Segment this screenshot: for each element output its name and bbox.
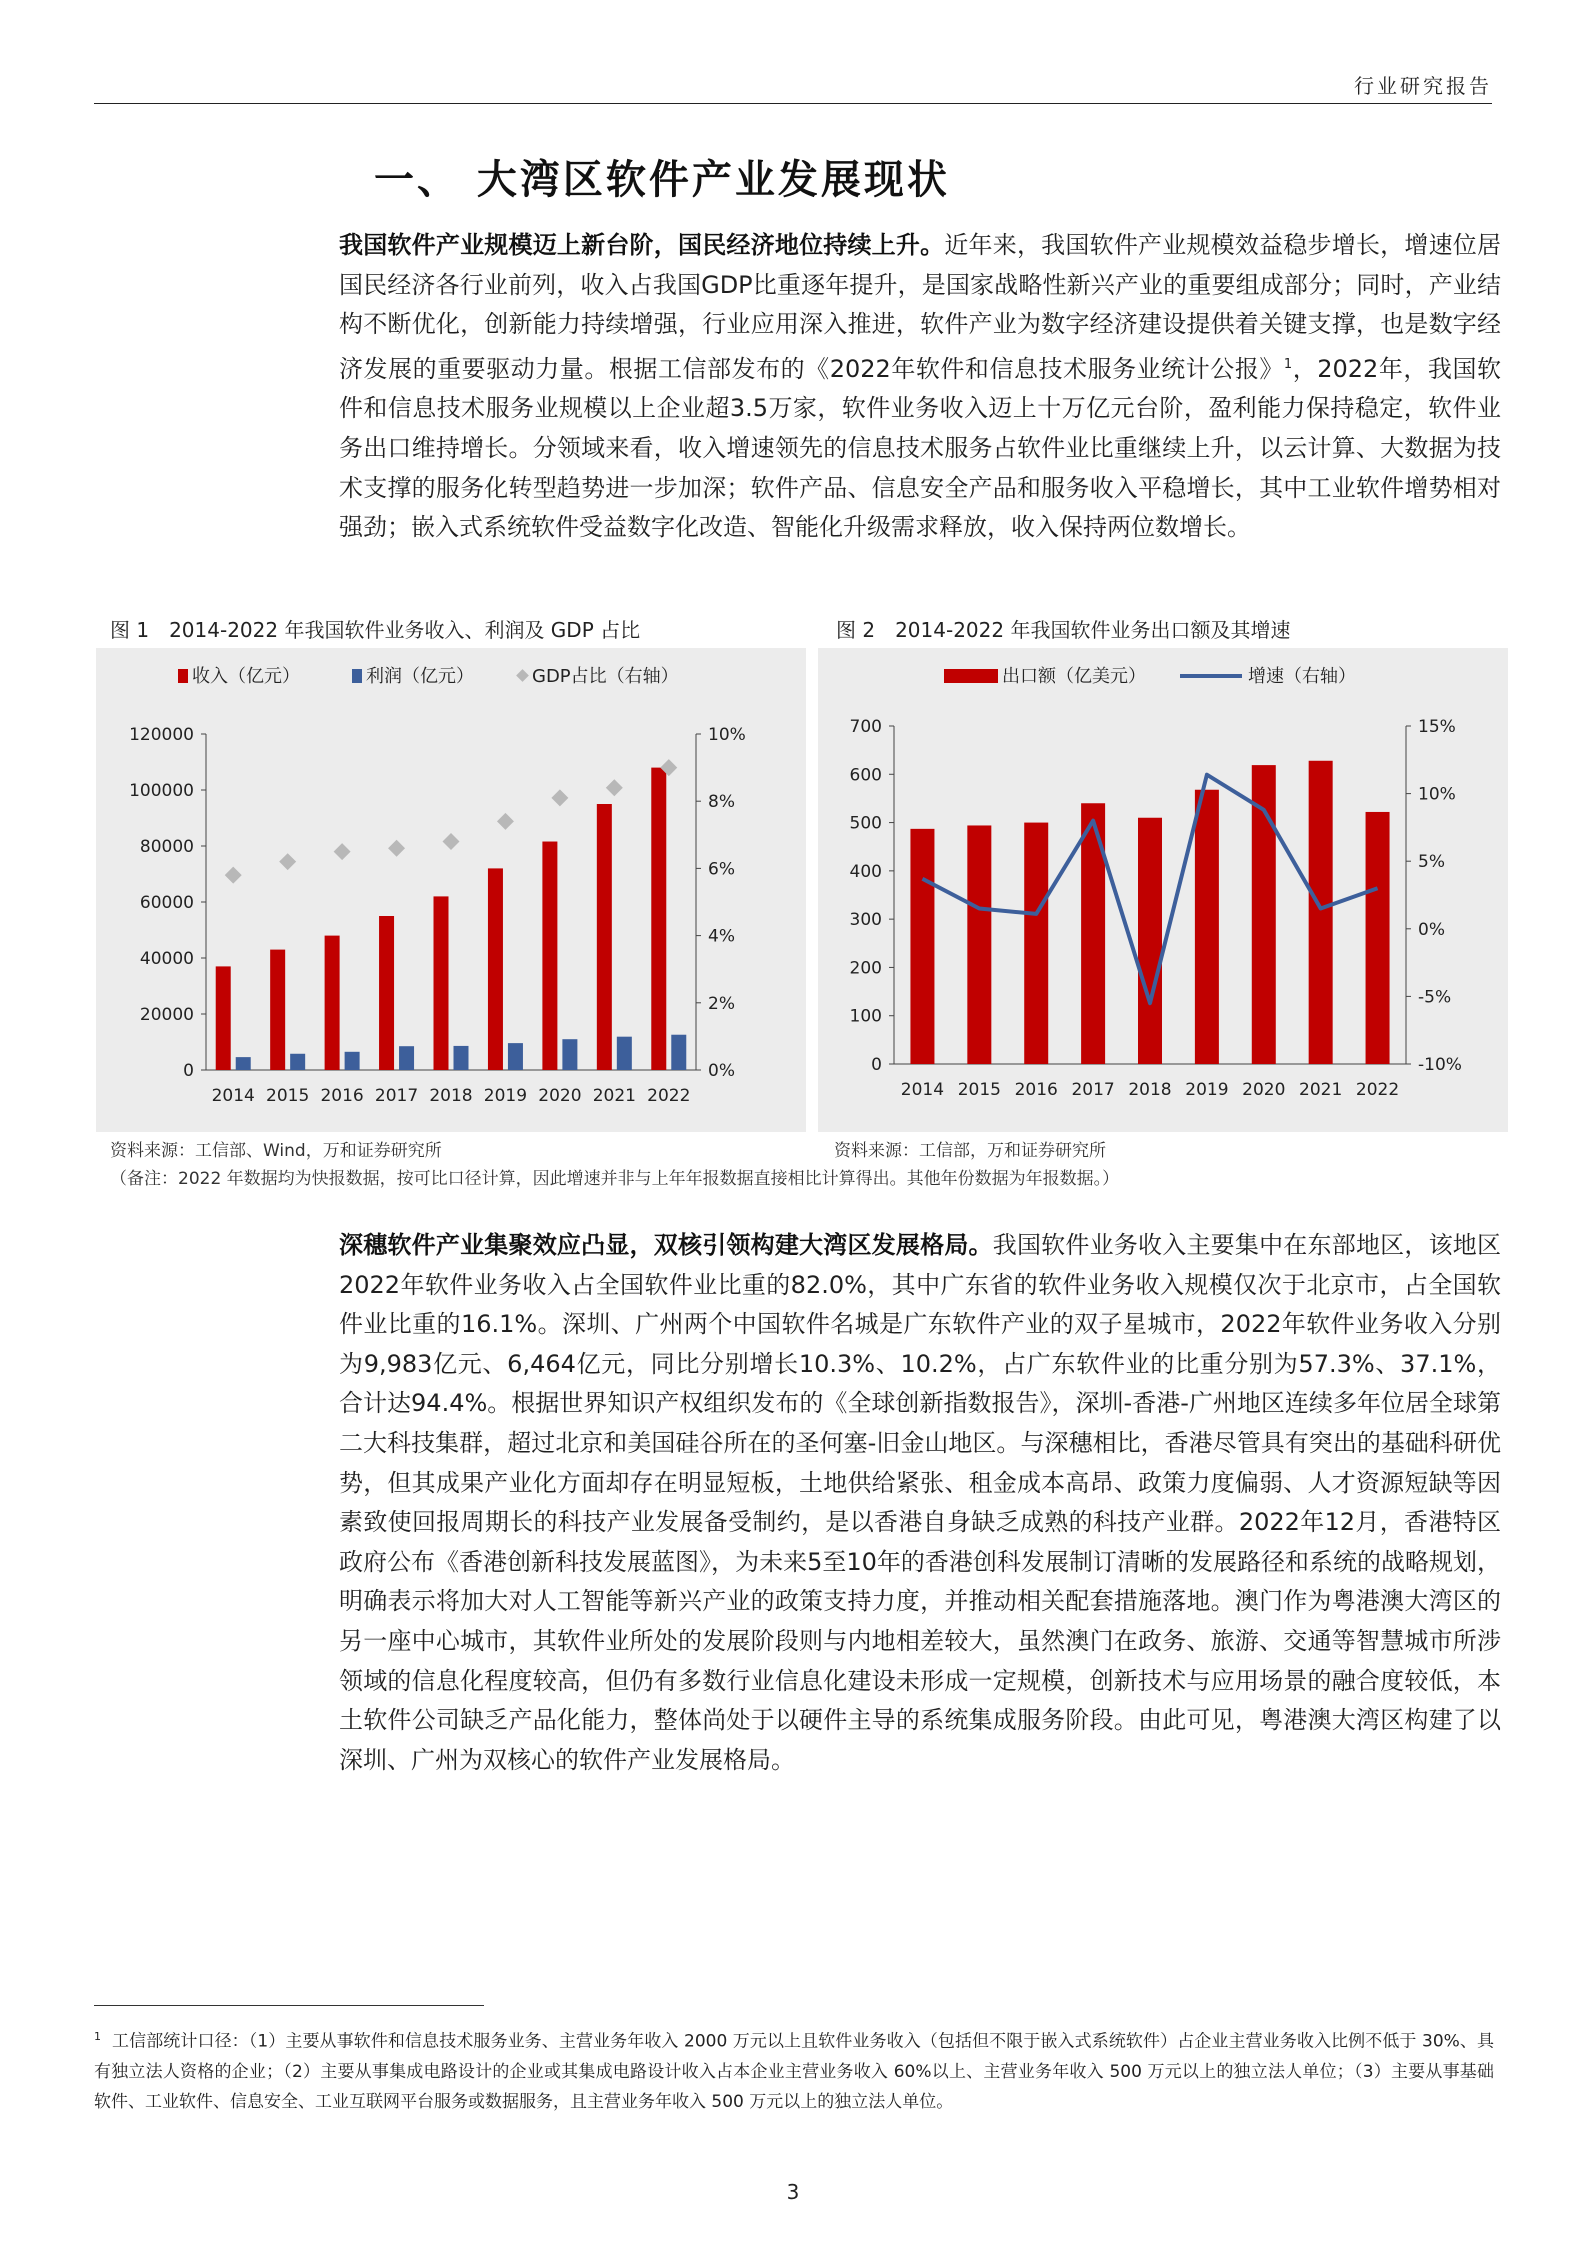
- chart2-x-tick-label: 2015: [957, 1080, 1001, 1100]
- chart1-right-tick-label: 8%: [708, 792, 735, 813]
- chart1-bar-primary: [434, 896, 449, 1070]
- chart2-bar-primary: [967, 825, 991, 1064]
- chart1-x-tick-label: 2022: [647, 1086, 691, 1106]
- chart2-left-tick-label: 300: [849, 910, 882, 931]
- chart1-legend-label: GDP占比（右轴）: [532, 666, 679, 687]
- chart2-left-tick-label: 100: [849, 1006, 882, 1027]
- chart1-scatter-point: [551, 789, 568, 806]
- footnote-marker: 1: [94, 2030, 101, 2043]
- header-title: 行业研究报告: [1354, 74, 1492, 98]
- chart1-x-tick-label: 2015: [266, 1086, 310, 1106]
- paragraph-1-text-b: ，2022年，我国软件和信息技术服务业规模以上企业超3.5万家，软件业务收入迈上十万亿元台阶，盈利能力保持稳定，软件业务出口维持增长。分领域来看，收入增速领先的信息技术服务占软件业比重继续上升，以云计算、大数据为技术支撑的服务化转型趋势进一步加深；软件产品、信息安全产品和服务收入平稳增长，其中工业软件增势相对强劲；嵌入式系统软件受益数字化改造、智能化升级需求释放，收入保持两位数增长。: [339, 354, 1501, 542]
- chart2-bar-primary: [910, 829, 934, 1064]
- chart2-x-tick-label: 2014: [900, 1080, 945, 1100]
- chart1-left-tick-label: 100000: [129, 781, 194, 801]
- chart2-right-tick-label: -5%: [1418, 987, 1452, 1008]
- chart2-x-tick-label: 2018: [1128, 1080, 1172, 1100]
- chart2-right-tick-label: 15%: [1418, 717, 1456, 737]
- chart1-scatter-point: [334, 843, 351, 860]
- chart1-bar-secondary: [345, 1052, 360, 1070]
- chart1-x-tick-label: 2021: [592, 1086, 636, 1106]
- chart1-scatter-point: [443, 833, 460, 850]
- figure-1-source: 资料来源：工信部、Wind，万和证券研究所: [110, 1141, 442, 1161]
- chart1-bar-primary: [597, 804, 612, 1070]
- chart1-bar-secondary: [562, 1039, 577, 1070]
- chart1-bar-secondary: [236, 1057, 251, 1070]
- chart2-x-tick-label: 2020: [1242, 1080, 1286, 1100]
- chart1-bar-secondary: [290, 1054, 305, 1070]
- chart1-bar-primary: [325, 936, 340, 1070]
- chart2-right-tick-label: 0%: [1418, 919, 1445, 940]
- chart1-bar-secondary: [508, 1043, 523, 1070]
- figure-2-svg: [818, 648, 1508, 1132]
- chart1-bar-primary: [270, 950, 285, 1070]
- chart1-x-tick-label: 2014: [211, 1086, 255, 1106]
- figure-note: （备注：2022 年数据均为快报数据，按可比口径计算，因此增速并非与上年年报数据直接相比计算得出。其他年份数据为年报数据。）: [110, 1169, 1120, 1189]
- paragraph-2: [339, 1226, 1501, 1780]
- chart1-x-tick-label: 2020: [538, 1086, 582, 1106]
- chart2-bar-primary: [1366, 812, 1390, 1064]
- chart1-x-tick-label: 2016: [320, 1086, 364, 1106]
- chart2-x-tick-label: 2017: [1071, 1080, 1115, 1100]
- chart1-scatter-point: [279, 853, 296, 870]
- chart2-bar-primary: [1138, 818, 1162, 1064]
- paragraph-2-text: 我国软件业务收入主要集中在东部地区，该地区2022年软件业务收入占全国软件业比重的82.0%，其中广东省的软件业务收入规模仅次于北京市，占全国软件业比重的16.1%。深圳、广州两个中国软件名城是广东软件产业的双子星城市，2022年软件业务收入分别为9,983亿元、6,464亿元，同比分别增长10.3%、10.2%，占广东软件业的比重分别为57.3%、37.1%，合计达94.4%。根据世界知识产权组织发布的《全球创新指数报告》，深圳-香港-广州地区连续多年位居全球第二大科技集群，超过北京和美国硅谷所在的圣何塞-旧金山地区。与深穗相比，香港尽管具有突出的基础科研优势，但其成果产业化方面却存在明显短板，土地供给紧张、租金成本高昂、政策力度偏弱、人才资源短缺等因素致使回报周期长的科技产业发展备受制约，是以香港自身缺乏成熟的科技产业群。2022年12月，香港特区政府公布《香港创新科技发展蓝图》，为未来5至10年的香港创科发展制订清晰的发展路径和系统的战略规划，明确表示将加大对人工智能等新兴产业的政策支持力度，并推动相关配套措施落地。澳门作为粤港澳大湾区的另一座中心城市，其软件业所处的发展阶段则与内地相差较大，虽然澳门在政务、旅游、交通等智慧城市所涉领域的信息化程度较高，但仍有多数行业信息化建设未形成一定规模，创新技术与应用场景的融合度较低，本土软件公司缺乏产品化能力，整体尚处于以硬件主导的系统集成服务阶段。由此可见，粤港澳大湾区构建了以深圳、广州为双核心的软件产业发展格局。: [339, 1231, 1502, 1774]
- figure-2-caption: 图 2 2014-2022 年我国软件业务出口额及其增速: [836, 618, 1291, 642]
- chart2-x-tick-label: 2019: [1185, 1080, 1229, 1100]
- chart2-right-tick-label: 10%: [1418, 784, 1456, 805]
- chart1-legend-label: 利润（亿元）: [366, 666, 474, 687]
- chart1-legend-swatch: [516, 669, 529, 682]
- chart1-scatter-point: [606, 779, 623, 796]
- chart1-bar-primary: [542, 842, 557, 1070]
- chart1-left-tick-label: 0: [183, 1061, 194, 1081]
- chart1-left-tick-label: 80000: [139, 837, 194, 857]
- chart1-x-tick-label: 2018: [429, 1086, 473, 1106]
- chart1-right-tick-label: 4%: [708, 926, 735, 947]
- chart2-bar-primary: [1309, 761, 1333, 1064]
- figure-2-chart: [818, 648, 1508, 1132]
- chart2-legend-label: 增速（右轴）: [1248, 666, 1356, 687]
- chart2-left-tick-label: 700: [849, 717, 882, 737]
- chart2-left-tick-label: 200: [849, 958, 882, 979]
- chart1-scatter-point: [388, 840, 405, 857]
- chart2-bar-primary: [1024, 823, 1048, 1064]
- chart1-left-tick-label: 60000: [139, 893, 194, 913]
- figure-2-source: 资料来源：工信部，万和证券研究所: [834, 1141, 1106, 1161]
- chart1-bar-primary: [651, 768, 666, 1070]
- chart1-bar-primary: [379, 916, 394, 1070]
- figure-1-svg: [96, 648, 806, 1132]
- chart1-legend-swatch: [352, 669, 362, 683]
- footnote: [94, 2022, 1494, 2117]
- paragraph-1: [339, 226, 1501, 548]
- chart1-legend-label: 收入（亿元）: [192, 666, 300, 687]
- footnote-ref[interactable]: 1: [1283, 356, 1293, 372]
- paragraph-1-lead: 我国软件产业规模迈上新台阶，国民经济地位持续上升。: [339, 231, 945, 259]
- chart1-bar-secondary: [671, 1035, 686, 1070]
- chart2-left-tick-label: 0: [871, 1055, 882, 1075]
- chart2-x-tick-label: 2022: [1355, 1080, 1400, 1100]
- chart1-left-tick-label: 20000: [139, 1005, 194, 1025]
- chart1-scatter-point: [497, 813, 514, 830]
- footnote-divider: [94, 2005, 484, 2006]
- chart1-right-tick-label: 0%: [708, 1061, 735, 1081]
- chart1-bar-secondary: [454, 1046, 469, 1070]
- chart1-left-tick-label: 120000: [129, 725, 194, 745]
- paragraph-1-text-a: 近年来，我国软件产业规模效益稳步增长，增速位居国民经济各行业前列，收入占我国GDP比重逐年提升，是国家战略性新兴产业的重要组成部分；同时，产业结构不断优化，创新能力持续增强，行业应用深入推进，软件产业为数字经济建设提供着关键支撑，也是数字经济发展的重要驱动力量。根据工信部发布的《2022年软件和信息技术服务业统计公报》: [339, 231, 1502, 383]
- chart2-left-tick-label: 400: [849, 861, 882, 882]
- chart2-x-tick-label: 2021: [1299, 1080, 1343, 1100]
- chart2-left-tick-label: 500: [849, 813, 882, 834]
- chart2-legend-label: 出口额（亿美元）: [1002, 666, 1146, 687]
- chart2-legend-swatch: [944, 669, 998, 683]
- footnote-text: 工信部统计口径：（1）主要从事软件和信息技术服务业务、主营业务年收入 2000 万元以上且软件业务收入（包括但不限于嵌入式系统软件）占企业主营业务收入比例不低于 30%、具有独立法人资格的企业；（2）主要从事集成电路设计的企业或其集成电路设计收入占本企业主营业务收入 60%以上、主营业务年收入 500 万元以上的独立法人单位；（3）主要从事基础软件、工业软件、信息安全、工业互联网平台服务或数据服务，且主营业务年收入 500 万元以上的独立法人单位。: [94, 2031, 1494, 2112]
- section-title: 一、 大湾区软件产业发展现状: [374, 157, 950, 203]
- paragraph-2-lead: 深穗软件产业集聚效应凸显，双核引领构建大湾区发展格局。: [339, 1231, 993, 1259]
- chart1-bar-secondary: [617, 1037, 632, 1070]
- figure-1-caption: 图 1 2014-2022 年我国软件业务收入、利润及 GDP 占比: [110, 618, 641, 642]
- chart1-right-tick-label: 2%: [708, 993, 735, 1014]
- figure-1-chart: [96, 648, 806, 1132]
- chart1-legend-swatch: [178, 669, 188, 683]
- chart1-right-tick-label: 10%: [708, 725, 746, 745]
- chart2-bar-primary: [1195, 790, 1219, 1064]
- chart1-bar-primary: [216, 966, 231, 1070]
- chart2-x-tick-label: 2016: [1014, 1080, 1058, 1100]
- chart1-right-tick-label: 6%: [708, 859, 735, 880]
- chart1-scatter-point: [225, 867, 242, 884]
- chart2-left-tick-label: 600: [849, 765, 882, 786]
- chart1-left-tick-label: 40000: [139, 949, 194, 969]
- chart1-x-tick-label: 2017: [374, 1086, 419, 1106]
- header-divider: [94, 103, 1492, 104]
- page-number: 3: [786, 2180, 800, 2204]
- chart2-right-tick-label: 5%: [1418, 852, 1445, 873]
- chart2-right-tick-label: -10%: [1418, 1055, 1462, 1075]
- chart1-bar-primary: [488, 868, 503, 1070]
- chart1-bar-secondary: [399, 1046, 414, 1070]
- chart1-x-tick-label: 2019: [483, 1086, 528, 1106]
